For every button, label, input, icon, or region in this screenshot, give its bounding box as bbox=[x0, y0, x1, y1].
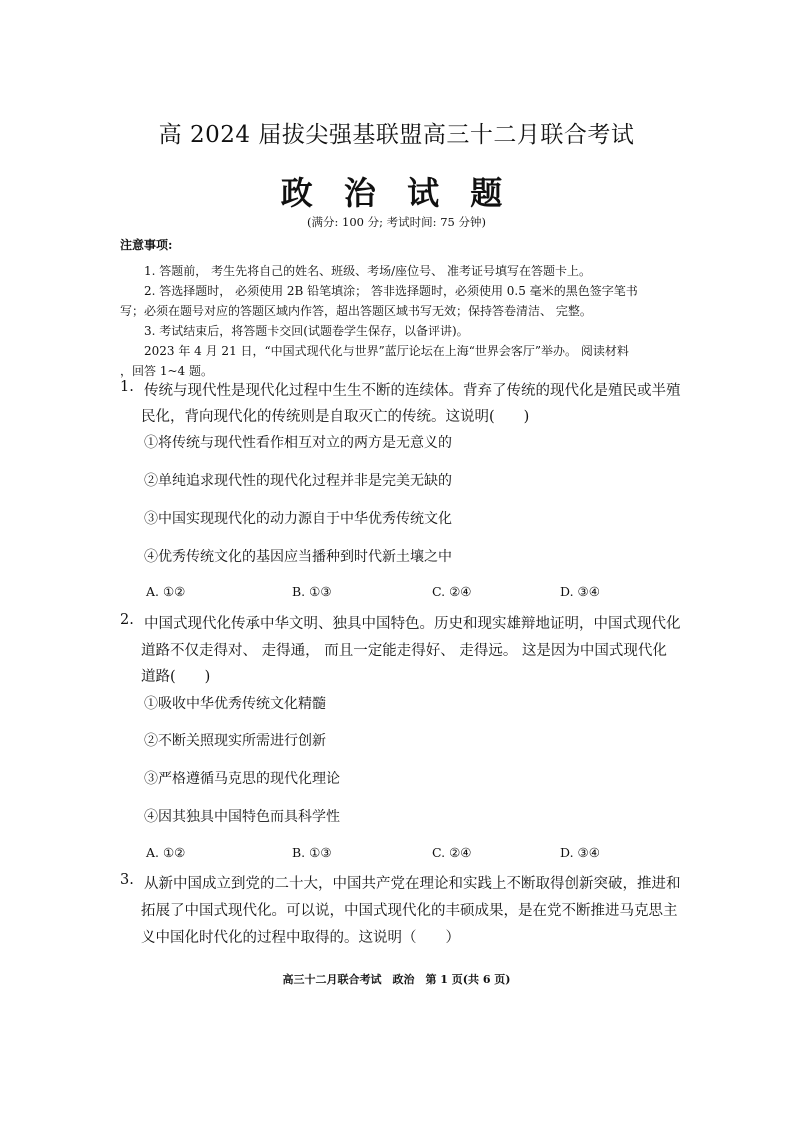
notice-line-4: 3. 考试结束后，将答题卡交回(试题卷学生保存，以备评讲)。 bbox=[144, 324, 469, 338]
question-1-stem-line-2: 民化，背向现代化的传统则是自取灭亡的传统。这说明( ) bbox=[141, 409, 530, 425]
question-2-stem-line-3: 道路( ) bbox=[141, 669, 211, 685]
question-1-option-c: C. ②④ bbox=[432, 584, 472, 599]
page-footer: 高三十二月联合考试 政治 第 1 页(共 6 页) bbox=[282, 973, 511, 986]
question-1-statement-3: ③中国实现现代化的动力源自于中华优秀传统文化 bbox=[144, 511, 452, 527]
question-1-option-d: D. ③④ bbox=[560, 584, 600, 599]
question-2-option-d: D. ③④ bbox=[560, 845, 600, 860]
exam-meta: (满分: 100 分; 考试时间: 75 分钟) bbox=[307, 215, 486, 229]
question-3-number: 3. bbox=[120, 872, 134, 888]
question-2-stem-line-1: 中国式现代化传承中华文明、独具中国特色。历史和现实雄辩地证明，中国式现代化 bbox=[144, 616, 681, 632]
question-1-statement-2: ②单纯追求现代性的现代化过程并非是完美无缺的 bbox=[144, 473, 452, 489]
question-3-stem-line-2: 拓展了中国式现代化。可以说，中国式现代化的丰硕成果，是在党不断推进马克思主 bbox=[141, 903, 678, 919]
question-2-statement-2: ②不断关照现实所需进行创新 bbox=[144, 733, 326, 749]
question-2-option-a: A. ①② bbox=[146, 845, 186, 860]
question-2-option-b: B. ①③ bbox=[292, 845, 332, 860]
question-1-stem-line-1: 传统与现代性是现代化过程中生生不断的连续体。背弃了传统的现代化是殖民或半殖 bbox=[144, 383, 681, 399]
subject-title: 政 治 试 题 bbox=[280, 174, 513, 212]
material-intro-line-1: 2023 年 4 月 21 日，“中国式现代化与世界”蓝厅论坛在上海“世界会客厅”举办。 阅读材料 bbox=[144, 344, 629, 358]
exam-title: 高 2024 届拔尖强基联盟高三十二月联合考试 bbox=[158, 122, 635, 148]
question-1-option-a: A. ①② bbox=[146, 584, 186, 599]
question-3-stem-line-1: 从新中国成立到党的二十大，中国共产党在理论和实践上不断取得创新突破，推进和 bbox=[144, 876, 681, 892]
notice-line-3: 写；必须在题号对应的答题区域内作答，超出答题区域书写无效；保持答卷清洁、 完整。 bbox=[120, 304, 592, 318]
question-1-statement-1: ①将传统与现代性看作相互对立的两方是无意义的 bbox=[144, 435, 452, 451]
notice-line-1: 1. 答题前， 考生先将自己的姓名、班级、考场/座位号、 准考证号填写在答题卡上。 bbox=[144, 264, 591, 278]
material-intro-line-2: ，回答 1~4 题。 bbox=[120, 364, 213, 378]
notice-heading: 注意事项: bbox=[120, 238, 173, 252]
question-3-stem-line-3: 义中国化时代化的过程中取得的。这说明（ ） bbox=[141, 930, 460, 946]
question-1-number: 1. bbox=[120, 379, 134, 395]
question-2-statement-1: ①吸收中华优秀传统文化精髓 bbox=[144, 696, 326, 712]
question-2-statement-3: ③严格遵循马克思的现代化理论 bbox=[144, 771, 340, 787]
question-1-statement-4: ④优秀传统文化的基因应当播种到时代新土壤之中 bbox=[144, 549, 452, 565]
question-2-stem-line-2: 道路不仅走得对、 走得通， 而且一定能走得好、 走得远。 这是因为中国式现代化 bbox=[141, 643, 667, 659]
notice-line-2: 2. 答选择题时， 必须使用 2B 铅笔填涂； 答非选择题时，必须使用 0.5 毫米的黑色签字笔书 bbox=[144, 284, 638, 298]
question-1-option-b: B. ①③ bbox=[292, 584, 332, 599]
question-2-statement-4: ④因其独具中国特色而具科学性 bbox=[144, 809, 340, 825]
question-2-number: 2. bbox=[120, 612, 134, 628]
question-2-option-c: C. ②④ bbox=[432, 845, 472, 860]
